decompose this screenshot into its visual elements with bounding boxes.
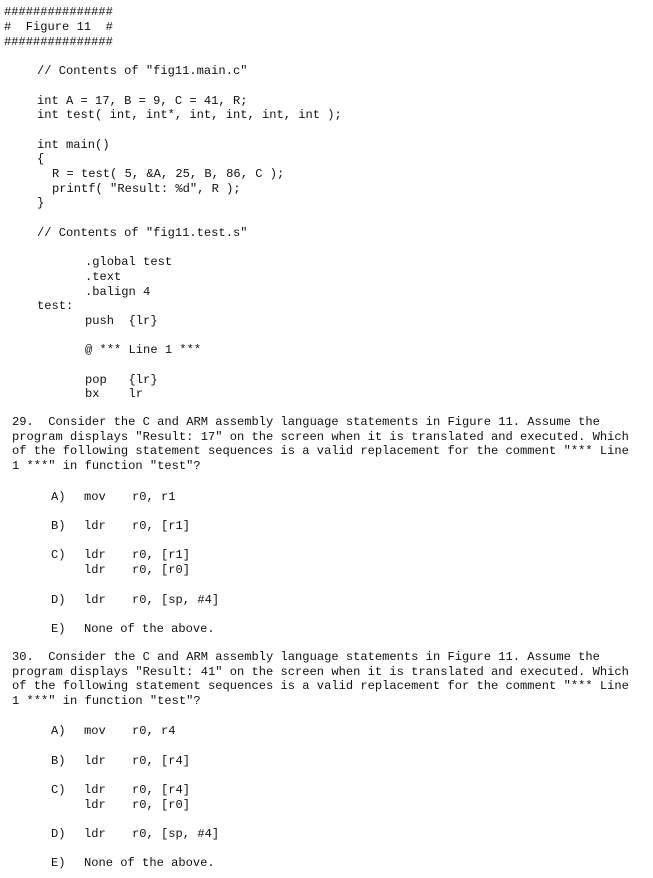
option-operands: r0, [sp, #4]: [132, 593, 220, 607]
asm-file-comment: // Contents of "fig11.test.s": [37, 226, 248, 240]
option-operands: r0, [r4]: [132, 754, 191, 768]
question-text: Consider the C and ARM assembly language statements in Figure 11. Assume the program displays "Result: 17" on the screen when it is translated and executed. Which of the following statement sequences is a valid replacement for the comment "*** Line 1 ***" in function "test"?: [12, 415, 629, 473]
option-operands: r0, [r0]: [132, 563, 191, 577]
option-opcode: ldr: [84, 783, 106, 797]
c-test-call: R = test( 5, &A, 25, B, 86, C );: [52, 167, 285, 181]
option-operands: r0, r1: [132, 490, 176, 504]
option-opcode: mov: [84, 490, 106, 504]
option-operands: r0, r4: [132, 724, 176, 738]
option-operands: r0, [r1]: [132, 519, 191, 533]
option-opcode: ldr: [84, 827, 106, 841]
option-operands: r0, [r1]: [132, 548, 191, 562]
c-open-brace: {: [37, 152, 45, 166]
option-letter: A): [51, 724, 66, 738]
option-text: None of the above.: [84, 856, 215, 870]
option-text: None of the above.: [84, 622, 215, 636]
c-global-decl: int A = 17, B = 9, C = 41, R;: [37, 94, 248, 108]
option-opcode: ldr: [84, 593, 106, 607]
option-letter: E): [51, 622, 66, 636]
asm-balign-directive: .balign 4: [85, 285, 151, 299]
option-letter: D): [51, 827, 66, 841]
option-opcode: ldr: [84, 519, 106, 533]
option-letter: D): [51, 593, 66, 607]
option-letter: B): [51, 754, 66, 768]
option-opcode: ldr: [84, 754, 106, 768]
c-prototype-decl: int test( int, int*, int, int, int, int );: [37, 108, 342, 122]
asm-text-directive: .text: [85, 270, 122, 284]
question-29-stem: [12, 415, 642, 473]
asm-global-directive: .global test: [85, 255, 173, 269]
c-main-signature: int main(): [37, 138, 110, 152]
question-30-stem: [12, 650, 642, 708]
option-letter: A): [51, 490, 66, 504]
option-letter: B): [51, 519, 66, 533]
option-operands: r0, [r4]: [132, 783, 191, 797]
asm-bx-instruction: bx lr: [85, 387, 144, 401]
asm-test-label: test:: [37, 299, 74, 313]
asm-pop-instruction: pop {lr}: [85, 373, 158, 387]
question-number: 30.: [12, 650, 34, 664]
option-opcode: ldr: [84, 798, 106, 812]
option-operands: r0, [r0]: [132, 798, 191, 812]
option-opcode: ldr: [84, 563, 106, 577]
option-letter: E): [51, 856, 66, 870]
option-operands: r0, [sp, #4]: [132, 827, 220, 841]
figure-header-border-top: ###############: [4, 5, 113, 19]
option-letter: C): [51, 548, 66, 562]
option-opcode: ldr: [84, 548, 106, 562]
c-file-comment: // Contents of "fig11.main.c": [37, 64, 248, 78]
question-number: 29.: [12, 415, 34, 429]
asm-push-instruction: push {lr}: [85, 314, 158, 328]
c-close-brace: }: [37, 196, 45, 210]
figure-title: # Figure 11 #: [4, 20, 113, 34]
figure-header-border-bottom: ###############: [4, 35, 113, 49]
option-letter: C): [51, 783, 66, 797]
asm-line1-comment: @ *** Line 1 ***: [85, 343, 202, 357]
question-text: Consider the C and ARM assembly language statements in Figure 11. Assume the program displays "Result: 41" on the screen when it is translated and executed. Which of the following statement sequences is a valid replacement for the comment "*** Line 1 ***" in function "test"?: [12, 650, 629, 708]
c-printf-call: printf( "Result: %d", R );: [52, 182, 241, 196]
option-opcode: mov: [84, 724, 106, 738]
